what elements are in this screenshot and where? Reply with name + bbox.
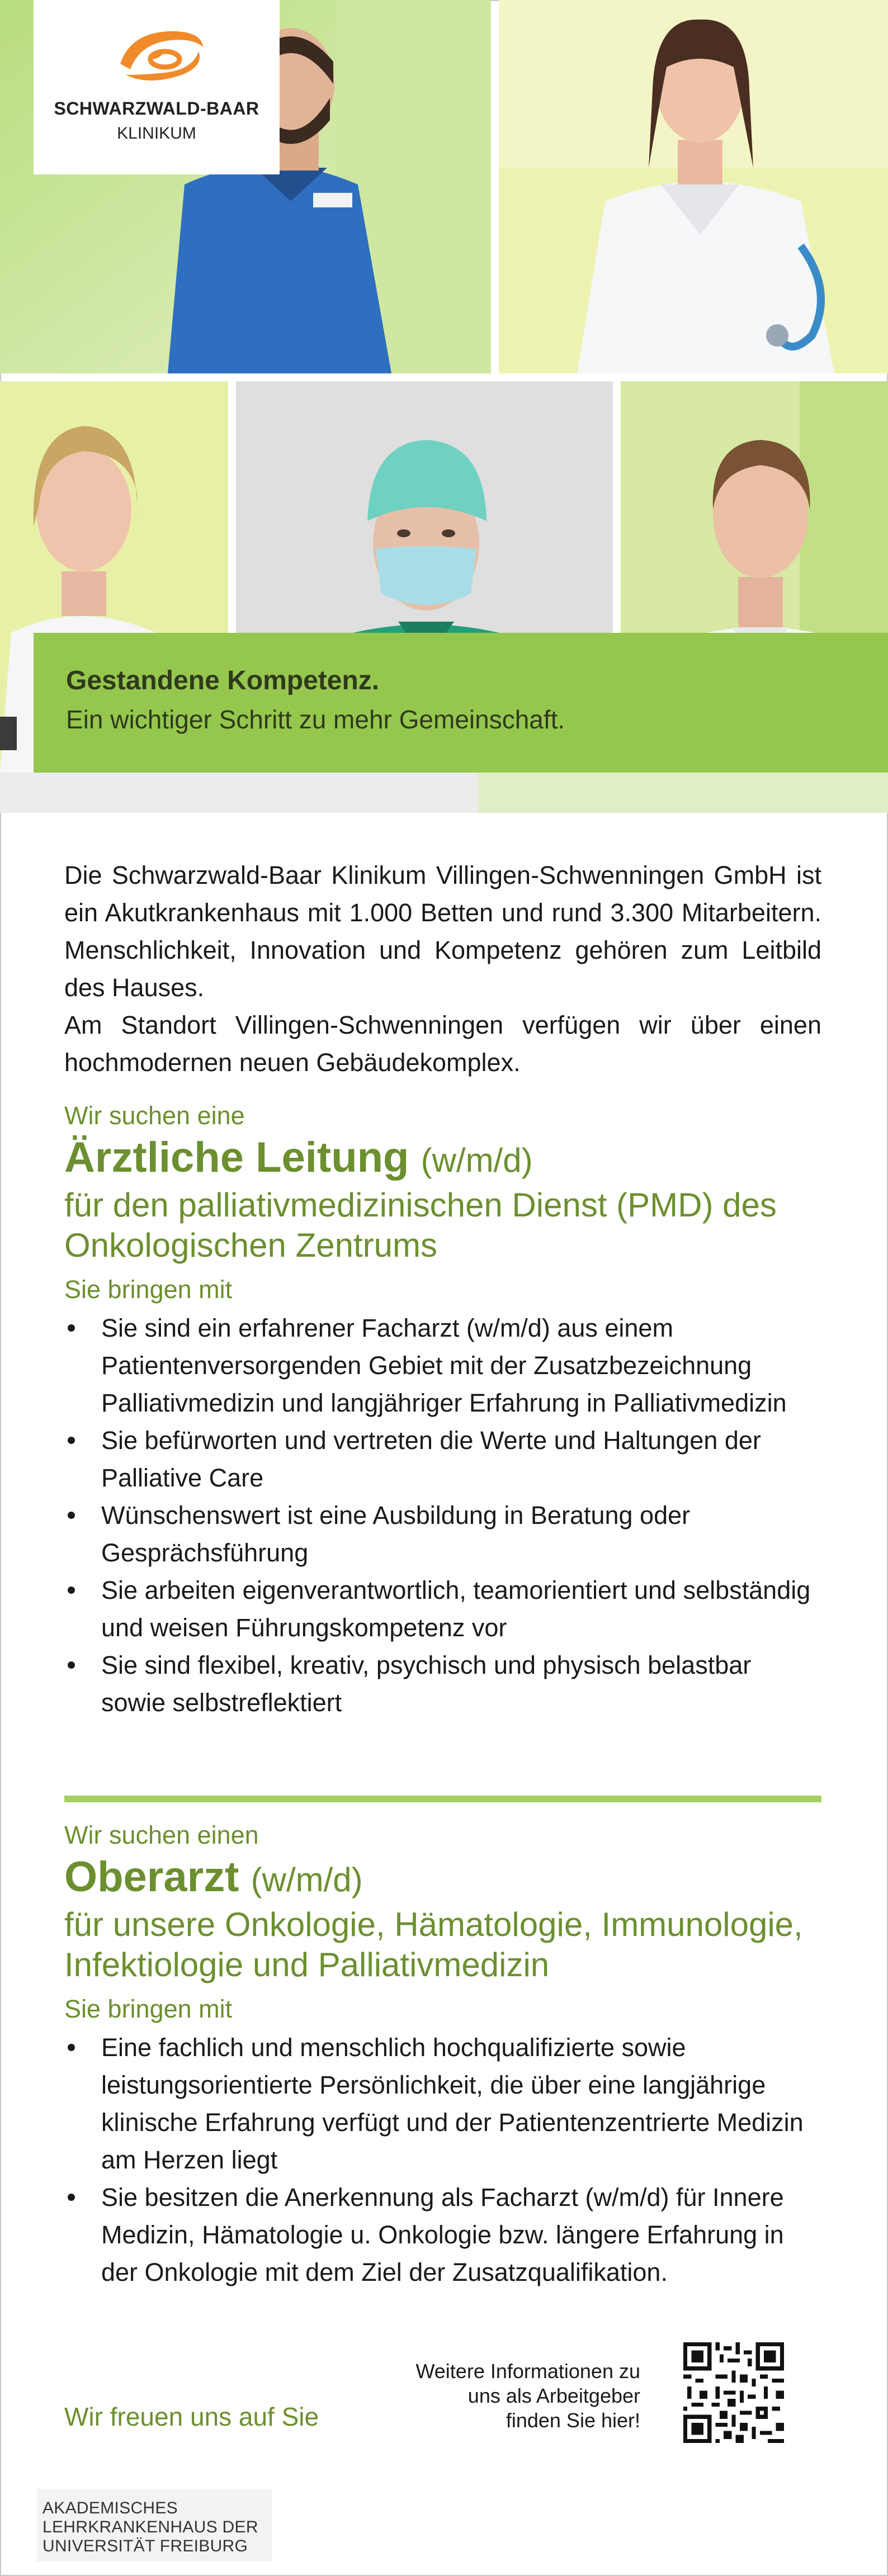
clinic-logo [34,0,280,174]
requirements-label: Sie bringen mit [64,1275,233,1304]
photo-nurse-stethoscope [499,0,888,373]
job-gender-tag: (w/m/d) [421,1142,533,1179]
employer-info-link[interactable] [352,2359,640,2433]
headline-banner [34,633,888,773]
decor-strip-green [478,773,888,813]
logo-text-clinic: KLINIKUM [117,124,196,143]
intro-paragraph: Am Standort Villingen-Schwenningen verfügen wir über einen hochmodernen neuen Gebäudekomplex. [64,1011,821,1077]
logo-text-brand: SCHWARZWALD-BAAR [54,98,259,119]
intro-paragraph: Die Schwarzwald-Baar Klinikum Villingen-Schwenningen GmbH ist ein Akutkrankenhaus mit 1.000 Betten und rund 3.300 Mitarbeitern. Menschlichkeit, Innovation und Kompetenz gehören zum Leitbild des Hauses. [64,861,821,1002]
job-title [64,1133,821,1185]
requirement-item: Sie arbeiten eigenverantwortlich, teamorientiert und selbständig und weisen Führungskompetenz vor [64,1571,821,1646]
job-section-aerztliche-leitung [64,1098,821,1721]
clinic-logo-mark [109,19,210,92]
banner-title: Gestandene Kompetenz. [66,666,380,695]
intro-text [64,856,821,1081]
university-affiliation-badge [37,2489,272,2561]
requirement-item: Sie besitzen die Anerkennung als Facharzt (w/m/d) für Innere Medizin, Hämatologie u. Onkologie bzw. längere Erfahrung in der Onkologie mit dem Ziel der Zusatzqualifikation. [64,2179,821,2291]
section-divider [64,1796,821,1802]
requirement-item: Wünschenswert ist eine Ausbildung in Beratung oder Gesprächsführung [64,1497,821,1571]
affiliation-line: UNIVERSITÄT FREIBURG [42,2537,248,2555]
affiliation-line: LEHRKRANKENHAUS DER [42,2518,258,2536]
requirements-list [64,2029,821,2291]
requirement-item: Sie befürworten und vertreten die Werte und Haltungen der Palliative Care [64,1422,821,1497]
more-info-line: finden Sie hier! [506,2409,640,2432]
job-title-text: Ärztliche Leitung [64,1134,409,1181]
more-info-line: uns als Arbeitgeber [467,2384,640,2407]
affiliation-line: AKADEMISCHES [42,2499,178,2517]
job-kicker: Wir suchen eine [64,1101,245,1130]
closing-line: Wir freuen uns auf Sie [64,2402,319,2431]
requirements-list [64,1309,821,1721]
qr-code[interactable] [683,2342,784,2443]
job-section-oberarzt [64,1818,821,2291]
requirement-item: Sie sind ein erfahrener Facharzt (w/m/d) aus einem Patientenversorgenden Gebiet mit der Zusatzbezeichnung Palliativmedizin und langjähriger Erfahrung in Palliativmedizin [64,1309,821,1422]
more-info-line: Weitere Informationen zu [415,2360,640,2383]
requirements-label: Sie bringen mit [64,1995,233,2023]
requirement-item: Sie sind flexibel, kreativ, psychisch und physisch belastbar sowie selbstreflektiert [64,1646,821,1721]
job-kicker: Wir suchen einen [64,1821,259,1849]
job-title [64,1853,821,1905]
job-title-text: Oberarzt [64,1853,239,1901]
banner-subtitle: Ein wichtiger Schritt zu mehr Gemeinschaft. [66,705,565,734]
requirement-item: Eine fachlich und menschlich hochqualifizierte sowie leistungsorientierte Persönlichkeit, die über eine langjährige klinische Erfahrung verfügt und der Patientenzentrierte Medizin am Herzen liegt [64,2029,821,2179]
job-subtitle: für den palliativmedizinischen Dienst (PMD) des Onkologischen Zentrums [64,1186,777,1264]
job-subtitle: für unsere Onkologie, Hämatologie, Immunologie, Infektiologie und Palliativmedizin [64,1906,803,1983]
job-gender-tag: (w/m/d) [251,1861,363,1898]
